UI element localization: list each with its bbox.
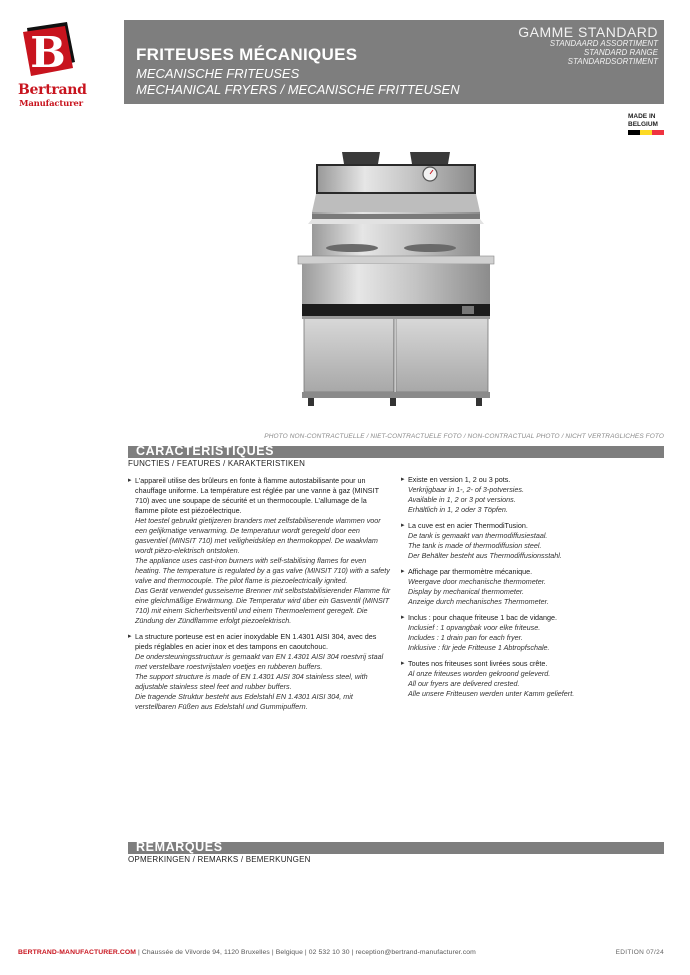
feature-included — [401, 613, 661, 653]
edition-label: EDITION 07/24 — [615, 949, 664, 956]
brand-logo — [18, 22, 87, 110]
feature-text-de: Der Behälter besteht aus Thermodiffusionsstahl. — [408, 551, 562, 560]
feature-text-de: Anzeige durch mechanisches Thermometer. — [408, 597, 549, 606]
feature-burners — [128, 476, 392, 626]
page-subtitle-nl: MECANISCHE FRITEUSES — [136, 66, 300, 81]
feature-text-de: Erhältlich in 1, 2 oder 3 Töpfen. — [408, 505, 508, 514]
feature-text-de: Inklusive : für jede Fritteuse 1 Abtropfschale. — [408, 643, 550, 652]
badge-line-2: BELGIUM — [628, 121, 658, 128]
range-label-nl: STANDAARD ASSORTIMENT — [549, 39, 658, 48]
photo-disclaimer: PHOTO NON-CONTRACTUELLE / NIET-CONTRACTUELE FOTO / NON-CONTRACTUAL PHOTO / NICHT VERTRAGLICHES FOTO — [264, 433, 664, 440]
range-label: GAMME STANDARD — [518, 24, 658, 40]
feature-versions — [401, 475, 661, 515]
footer-contact — [18, 949, 476, 956]
feature-text-en: The tank is made of thermodiffusion steel. — [408, 541, 542, 550]
footer-website-link[interactable]: BERTRAND-MANUFACTURER.COM — [18, 949, 137, 956]
feature-text-fr: ▸ Affichage par thermomètre mécanique. — [408, 567, 533, 576]
feature-text-fr: ▸ L’appareil utilise des brûleurs en fonte à flamme autostabilisante pour un chauffage uniforme. La température est réglée par une vanne à gaz (MINSIT 710) avec une soupape de sécurité et un thermocouple. L’allumage de la flamme pilote est piézoélectrique. — [135, 476, 379, 515]
feature-text-en: The appliance uses cast-iron burners with self-stabilising flames for even heating. The temperature is regulated by a gas valve (MINSIT 710) with a safety valve and thermocouple. The pilot flame is piezoelectrically ignited. — [135, 556, 390, 585]
page-title: FRITEUSES MÉCANIQUES — [136, 45, 358, 64]
logo-letter: B — [30, 28, 66, 77]
range-label-de: STANDARDSORTIMENT — [567, 57, 658, 66]
feature-text-de: Das Gerät verwendet gusseiserne Brenner mit selbststabilisierender Flamme für eine gleichmäßige Erwärmung. Die Temperatur wird über ein Gasventil (MINSIT 710) mit einem Sicherheitsventil und einem Thermoelement geregelt. Die Zündung der Zündflamme erfolgt piezoelektrisch. — [135, 586, 391, 625]
feature-text-fr: ▸ Toutes nos friteuses sont livrées sous crête. — [408, 659, 548, 668]
feature-text-de: Die tragende Struktur besteht aus Edelstahl EN 1.4301 AISI 304, mit verstellbaren Füßen aus Edelstahl und Gummipuffern. — [135, 692, 353, 711]
feature-thermometer — [401, 567, 661, 607]
feature-tank — [401, 521, 661, 561]
feature-text-en: The support structure is made of EN 1.4301 AISI 304 stainless steel, with adjustable stainless steel feet and rubber buffers. — [135, 672, 368, 691]
feature-text-en: Includes : 1 drain pan for each fryer. — [408, 633, 523, 642]
feature-text-fr: ▸ La structure porteuse est en acier inoxydable EN 1.4301 AISI 304, avec des pieds réglables en acier inox et des tampons en caoutchouc. — [135, 632, 377, 651]
feature-text-nl: Weergave door mechanische thermometer. — [408, 577, 546, 586]
range-label-en: STANDARD RANGE — [583, 48, 658, 57]
brand-subtitle: Manufacturer — [19, 99, 83, 109]
feature-delivery — [401, 659, 661, 699]
feature-text-en: Available in 1, 2 or 3 pot versions. — [408, 495, 516, 504]
footer-address: | Chaussée de Vilvorde 94, 1120 Bruxelles | Belgique | 02 532 10 30 | reception@bertrand-manufacturer.com — [136, 949, 476, 956]
feature-text-nl: De tank is gemaakt van thermodiffusiestaal. — [408, 531, 548, 540]
characteristics-title: CARACTÉRISTIQUES — [136, 444, 275, 458]
characteristics-header-bar — [128, 446, 664, 458]
page-subtitle-en-de: MECHANICAL FRYERS / MECANISCHE FRITTEUSEN — [136, 82, 460, 97]
feature-text-nl: Verkrijgbaar in 1-, 2- of 3-potversies. — [408, 485, 524, 494]
feature-text-en: All our fryers are delivered crested. — [408, 679, 520, 688]
feature-text-fr: ▸ Existe en version 1, 2 ou 3 pots. — [408, 475, 511, 484]
remarks-header-bar — [128, 842, 664, 854]
belgian-flag-icon — [628, 130, 664, 135]
characteristics-right-column — [401, 475, 661, 705]
feature-text-nl: Het toestel gebruikt gietijzeren branders met zelfstabiliserende vlammen voor een gelijkmatige verwarming. De temperatuur wordt geregeld door een gasventiel (MINSIT 710) met veiligheidsklep en thermokoppel. De waakvlam wordt piëzo-elektrisch ontstoken. — [135, 516, 381, 555]
feature-text-nl: De ondersteuningsstructuur is gemaakt van EN 1.4301 AISI 304 roestvrij staal met verstelbare roestvrijstalen voetjes en rubberen buffers. — [135, 652, 384, 671]
characteristics-left-column — [128, 476, 392, 718]
feature-text-fr: ▸ La cuve est en acier ThermodiTusion. — [408, 521, 528, 530]
feature-structure — [128, 632, 392, 712]
characteristics-subtitle: FUNCTIES / FEATURES / KARAKTERISTIKEN — [128, 459, 306, 468]
feature-text-de: Alle unsere Fritteusen werden unter Kamm geliefert. — [408, 689, 575, 698]
made-in-belgium-badge — [628, 113, 664, 137]
feature-text-fr: ▸ Inclus : pour chaque friteuse 1 bac de vidange. — [408, 613, 558, 622]
feature-text-en: Display by mechanical thermometer. — [408, 587, 524, 596]
logo-b-mark — [21, 22, 81, 78]
badge-line-1: MADE IN — [628, 113, 656, 120]
remarks-title: REMARQUES — [136, 840, 223, 854]
brand-name: Bertrand — [18, 82, 87, 98]
feature-text-nl: Al onze friteuses worden gekroond geleverd. — [408, 669, 551, 678]
remarks-subtitle: OPMERKINGEN / REMARKS / BEMERKUNGEN — [128, 855, 311, 864]
header-band — [124, 20, 664, 104]
fryer-product-photo — [290, 152, 500, 410]
feature-text-nl: Inclusief : 1 opvangbak voor elke friteuse. — [408, 623, 541, 632]
